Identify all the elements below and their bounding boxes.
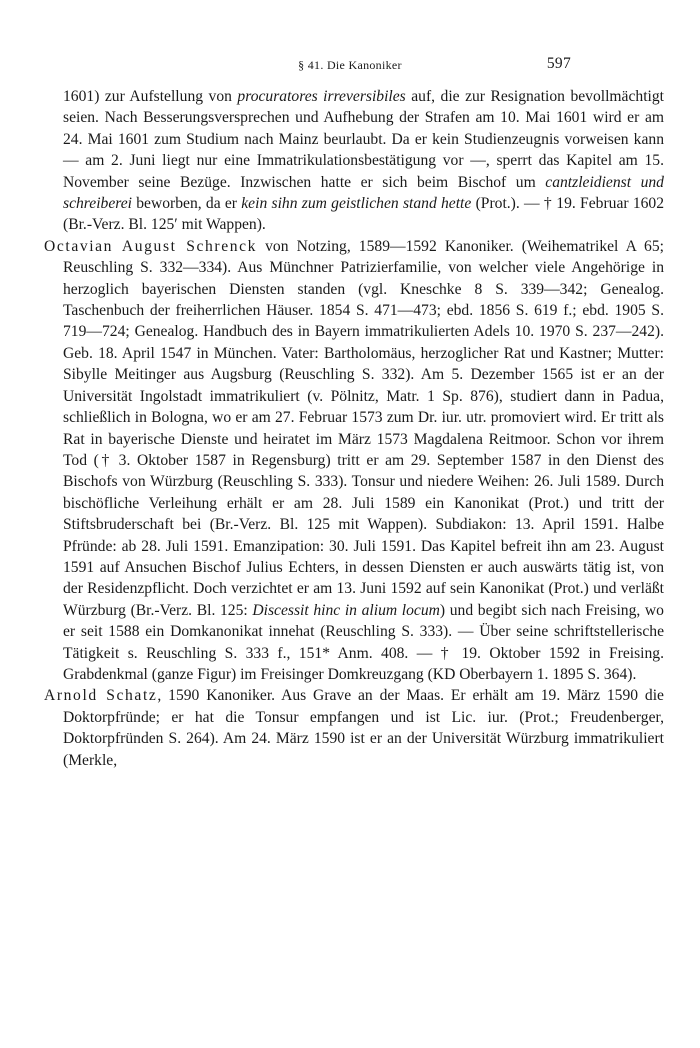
text-run: auf, die zur Resignation bevollmächtigt seien. Nach Besserungsversprechen und Aufhebung der Strafen am 10. Mai 1601 wird er am 24. Mai 1601 zum Studium nach Mainz beurlaubt. Da er kein Studienzeugnis vorweisen kann — am 2. Juni liegt nur eine Immatrikulationsbestätigung vor —, sperrt das Kapitel am 15. November seine Bezüge. Inzwischen hatte er sich beim Bischof um	[63, 88, 664, 191]
quoted-phrase: kein sihn zum geistlichen stand hette	[241, 195, 472, 213]
entry-continuation	[44, 86, 664, 236]
text-run: 1601) zur Aufstellung von	[63, 88, 238, 105]
body-text	[44, 86, 664, 771]
entry-schatz	[44, 685, 664, 771]
person-name: Arnold Schatz	[44, 687, 158, 705]
text-run: (Prot.). — † 19. Februar 1602 (Br.-Verz. Bl. 125′ mit Wappen).	[63, 195, 665, 234]
text-run: , 1590 Kanoniker. Aus Grave an der Maas. Er erhält am 19. März 1590 die Doktorpfründe; er hat die Tonsur empfangen und ist Lic. iur. (Prot.; Freudenberger, Doktorpfründen S. 264). Am 24. März 1590 ist er an der Universität Würzburg immatrikuliert (Merkle,	[63, 687, 664, 769]
quoted-phrase: cantzleidienst und schreiberei	[63, 173, 664, 213]
text-run: von Notzing, 1589—1592 Kanoniker. (Weihematrikel A 65; Reuschling S. 332—334). Aus Münchner Patrizierfamilie, von welcher viele Angehörige in herzoglich bayerischen Diensten standen (vgl. Kneschke 8 S. 339—342; Genealog. Taschenbuch der freiherrlichen Häuser. 1854 S. 471—473; ebd. 1856 S. 619 f.; ebd. 1905 S. 719—724; Genealog. Handbuch des in Bayern immatrikulierten Adels 10. 1970 S. 237—242). Geb. 18. April 1547 in München. Vater: Bartholomäus, herzoglicher Rat und Kastner; Mutter: Sibylle Meitinger aus Augsburg (Reuschling S. 332). Am 5. Dezember 1565 ist er an der Universität Ingolstadt immatrikuliert (v. Pölnitz, Matr. 1 Sp. 876), studiert dann in Padua, schließlich in Bologna, wo er am 27. Februar 1573 zum Dr. iur. utr. promoviert wird. Er tritt als Rat in bayerische Dienste und heiratet im März 1573 Magdalena Reitmoor. Schon vor ihrem Tod († 3. Oktober 1587 in Regensburg) tritt er am 29. September 1587 in den Dienst des Bischofs von Würzburg (Reuschling S. 333). Tonsur und niedere Weihen: 26. Juli 1589. Durch bischöfliche Verleihung erhält er am 28. Juli 1589 ein Kanonikat (Prot.) und tritt der Stiftsbruderschaft bei (Br.-Verz. Bl. 125 mit Wappen). Subdiakon: 13. April 1591. Halbe Pfründe: ab 28. Juli 1591. Emanzipation: 30. Juli 1591. Das Kapitel befreit ihn am 23. August 1591 auf Ansuchen Bischof Julius Echters, in dessen Diensten er auch auswärts tätig ist, von der Residenzpflicht. Doch verzichtet er am 13. Juni 1592 auf sein Kanonikat (Prot.) und verläßt Würzburg (Br.-Verz. Bl. 125:	[63, 237, 664, 619]
text-run: beworben, da er	[132, 195, 242, 213]
page-number: 597	[546, 55, 571, 72]
person-name: Octavian August Schrenck	[44, 237, 258, 255]
latin-phrase: procuratores irreversibiles	[237, 88, 406, 105]
latin-phrase: Discessit hinc in alium locum	[252, 601, 440, 619]
entry-schrenck	[44, 236, 664, 686]
running-title: § 41. Die Kanoniker	[298, 58, 402, 72]
text-run: ) und begibt sich nach Freising, wo er seit 1588 ein Domkanonikat innehat (Reuschling S. 333). — Über seine schriftstellerische Tätigkeit s. Reuschling S. 333 f., 151* Anm. 408. — † 19. Oktober 1592 in Freising. Grabdenkmal (ganze Figur) im Freisinger Domkreuzgang (KD Oberbayern 1. 1895 S. 364).	[63, 601, 664, 683]
